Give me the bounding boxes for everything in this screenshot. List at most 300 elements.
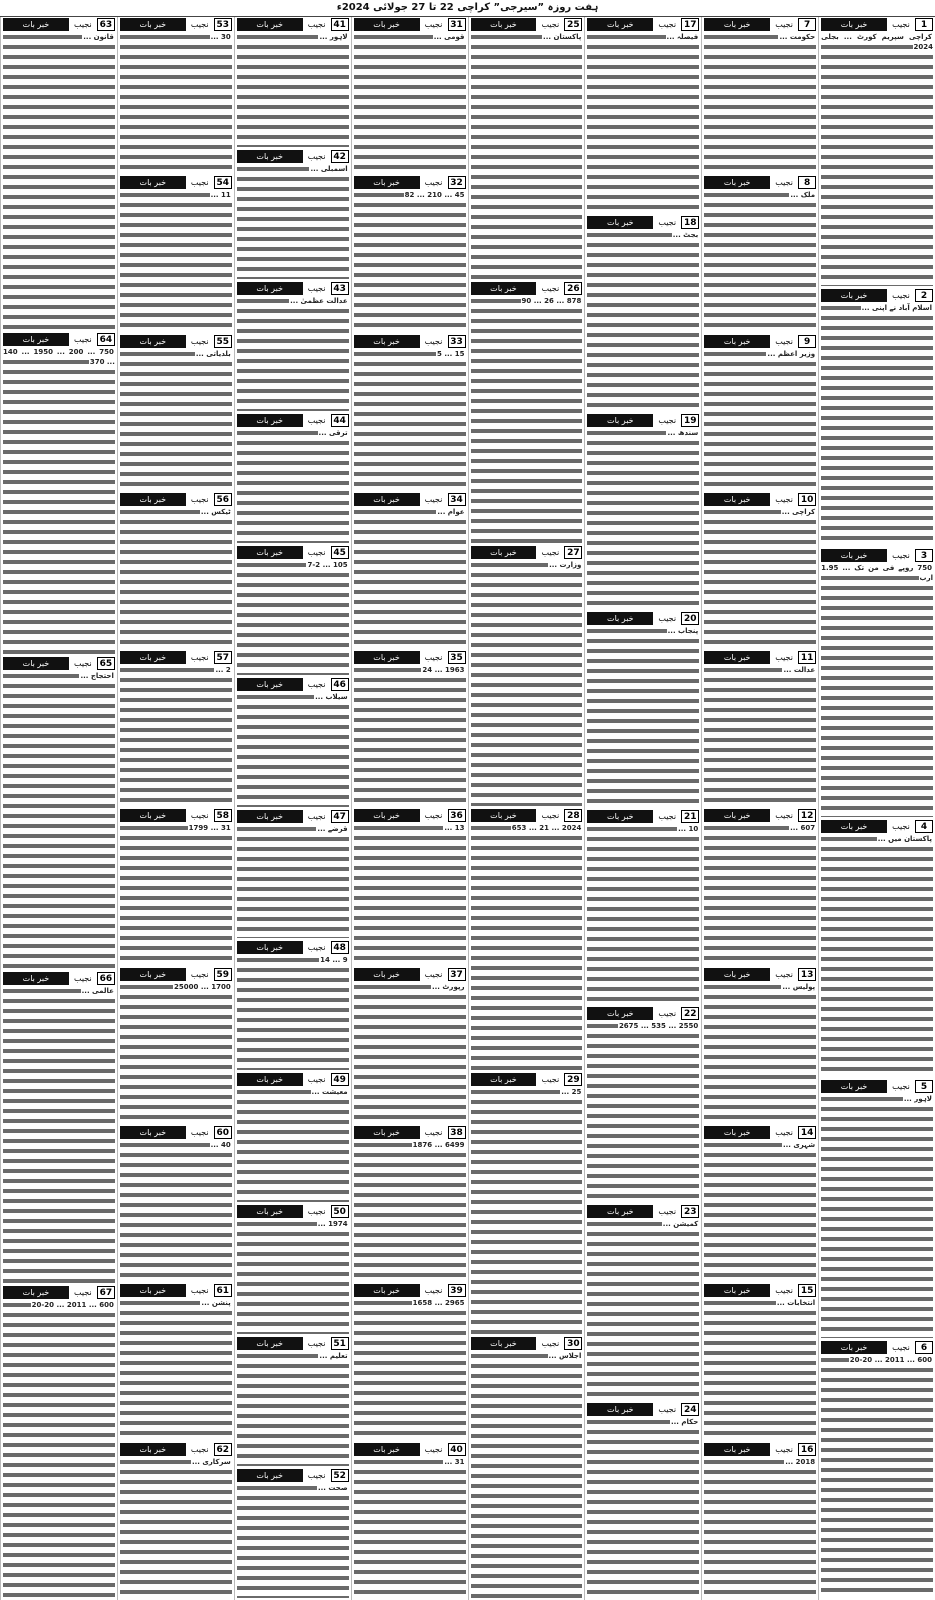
section-label: نجیب — [74, 973, 92, 983]
news-item-body — [354, 507, 466, 648]
news-item — [704, 492, 816, 648]
news-item — [120, 175, 232, 331]
news-item-body — [587, 428, 699, 609]
news-item-number: 44 — [331, 414, 349, 427]
page-header: ہفت روزہ ”سیرجی” کراچی 22 تا 27 جولائی 2024ء — [0, 0, 935, 17]
news-item-body — [471, 296, 583, 543]
section-label: نجیب — [424, 811, 443, 821]
news-item-number: 58 — [214, 809, 232, 822]
section-tag-bar: خبر بات — [354, 651, 420, 664]
news-item-body — [704, 32, 816, 173]
news-item-label — [237, 1073, 349, 1086]
news-item-body — [120, 1140, 232, 1281]
section-tag-bar: خبر بات — [237, 941, 303, 954]
section-label: نجیب — [424, 969, 443, 979]
news-item-body — [704, 1140, 816, 1281]
news-item-body — [704, 190, 816, 331]
section-label: نجیب — [892, 821, 910, 831]
section-label: نجیب — [190, 20, 209, 29]
news-item-body — [3, 1300, 115, 1598]
section-tag-bar: خبر بات — [704, 176, 770, 189]
section-label: نجیب — [190, 811, 209, 821]
news-item-label — [3, 1286, 115, 1299]
news-item-label — [704, 176, 816, 189]
news-item-number: 35 — [448, 651, 466, 664]
news-item-body — [3, 671, 115, 969]
section-tag-bar: خبر بات — [120, 1443, 186, 1456]
section-label: نجیب — [74, 20, 92, 29]
news-item-label — [821, 289, 933, 302]
news-item-label — [821, 549, 933, 562]
news-item-body — [354, 349, 466, 490]
news-item-body — [821, 834, 933, 1078]
news-item — [821, 819, 933, 1078]
news-item-snippet: حکومت ... — [779, 33, 816, 41]
news-item-body — [354, 32, 466, 173]
news-item-body — [704, 1298, 816, 1439]
news-item-snippet: قومی ... — [433, 33, 465, 41]
news-item-number: 2 — [915, 289, 933, 302]
section-tag-bar: خبر بات — [704, 968, 770, 981]
news-item-body — [237, 296, 349, 411]
news-column — [0, 17, 117, 1600]
news-item-label — [237, 678, 349, 691]
news-item-label — [237, 150, 349, 163]
news-item — [354, 334, 466, 490]
news-item — [354, 1125, 466, 1281]
news-item-number: 33 — [448, 335, 466, 348]
news-item — [587, 413, 699, 609]
news-item-number: 22 — [681, 1007, 699, 1020]
news-item-number: 20 — [681, 612, 699, 625]
section-tag-bar: خبر بات — [587, 1007, 653, 1020]
news-item-body — [354, 823, 466, 964]
section-label: نجیب — [658, 217, 677, 227]
section-label: نجیب — [658, 415, 677, 425]
news-item-label — [120, 651, 232, 664]
news-item-label — [354, 651, 466, 664]
news-item-body — [3, 986, 115, 1284]
news-item-label — [354, 968, 466, 981]
news-item-number: 46 — [331, 678, 349, 691]
section-tag-bar: خبر بات — [587, 810, 653, 823]
news-item-snippet: 105 ... 7-2 — [307, 560, 348, 569]
news-column — [818, 17, 935, 1600]
news-item-snippet: لاہور ... — [319, 33, 348, 41]
news-item-snippet: فیصلہ ... — [666, 33, 699, 41]
news-item-label — [821, 1341, 933, 1354]
news-item-number: 67 — [97, 1286, 115, 1299]
news-item — [704, 650, 816, 806]
news-item-number: 30 — [564, 1337, 582, 1350]
section-label: نجیب — [307, 943, 326, 953]
news-item — [704, 175, 816, 331]
section-label: نجیب — [307, 1207, 326, 1217]
news-item — [587, 611, 699, 807]
news-item-number: 25 — [564, 18, 582, 31]
section-label: نجیب — [775, 1444, 793, 1454]
section-tag-bar: خبر بات — [120, 493, 186, 506]
news-item — [120, 1283, 232, 1439]
news-item-label — [120, 335, 232, 348]
news-item-number: 47 — [331, 810, 349, 823]
news-item — [587, 1402, 699, 1598]
news-item-number: 39 — [448, 1284, 466, 1297]
news-item-snippet: 40 ... — [210, 1141, 231, 1150]
section-label: نجیب — [307, 20, 326, 29]
section-tag-bar: خبر بات — [120, 809, 186, 822]
news-item-number: 34 — [448, 493, 466, 506]
section-tag-bar: خبر بات — [237, 1205, 303, 1218]
news-item-body — [120, 665, 232, 806]
section-tag-bar: خبر بات — [587, 612, 653, 625]
section-label: نجیب — [775, 1286, 793, 1296]
news-item-label — [471, 1337, 583, 1350]
news-item-snippet: 25 ... — [561, 1088, 582, 1097]
news-item-body — [237, 164, 349, 279]
news-item-number: 60 — [214, 1126, 232, 1139]
news-item — [237, 17, 349, 147]
news-item — [354, 1442, 466, 1598]
columns-container — [0, 17, 935, 1600]
news-item-label — [704, 1284, 816, 1297]
news-item-body — [704, 1457, 816, 1598]
news-item-body — [471, 1087, 583, 1334]
news-item-number: 57 — [214, 651, 232, 664]
news-item-label — [120, 18, 232, 31]
news-item-number: 53 — [214, 18, 232, 31]
section-tag-bar: خبر بات — [3, 18, 69, 31]
news-item-number: 11 — [798, 651, 816, 664]
section-tag-bar: خبر بات — [3, 972, 69, 985]
news-item — [3, 1285, 115, 1598]
section-label: نجیب — [424, 336, 443, 346]
section-label: نجیب — [307, 547, 326, 557]
news-item-number: 9 — [798, 335, 816, 348]
section-tag-bar: خبر بات — [821, 18, 887, 31]
news-column — [234, 17, 351, 1600]
section-label: نجیب — [541, 20, 560, 29]
news-item-label — [237, 546, 349, 559]
news-item-label — [704, 651, 816, 664]
news-item — [354, 967, 466, 1123]
news-item-label — [587, 414, 699, 427]
news-item-number: 6 — [915, 1341, 933, 1354]
news-item-snippet: اسلام آباد نے اپنی ... — [861, 303, 932, 312]
section-label: نجیب — [658, 1009, 677, 1019]
news-item-number: 13 — [798, 968, 816, 981]
news-item — [237, 413, 349, 543]
news-item-snippet: ترقی ... — [318, 428, 348, 437]
section-tag-bar: خبر بات — [471, 809, 537, 822]
section-tag-bar: خبر بات — [704, 1443, 770, 1456]
news-item-number: 41 — [331, 18, 349, 31]
news-item-snippet: عدالت ... — [783, 666, 816, 675]
news-item-number: 12 — [798, 809, 816, 822]
news-item-label — [704, 493, 816, 506]
section-label: نجیب — [892, 1342, 910, 1352]
news-item-body — [237, 955, 349, 1070]
news-item-number: 14 — [798, 1126, 816, 1139]
news-item-body — [120, 349, 232, 490]
news-item-snippet: 1974 ... — [317, 1220, 348, 1229]
section-tag-bar: خبر بات — [354, 493, 420, 506]
news-item-label — [237, 1469, 349, 1482]
news-item-label — [237, 18, 349, 31]
section-label: نجیب — [307, 811, 326, 821]
news-item-number: 66 — [97, 972, 115, 985]
news-item-number: 65 — [97, 657, 115, 670]
section-tag-bar: خبر بات — [120, 651, 186, 664]
news-item-snippet: 878 ... 26 ... 90 — [521, 296, 582, 305]
news-item-snippet: کراچی سپریم کورٹ ... بجلی 2024 — [821, 33, 933, 51]
news-item-label — [471, 1073, 583, 1086]
news-item-snippet: عالمی ... — [81, 986, 114, 995]
news-item-snippet: 600 ... 2011 ... 20-20 — [849, 1355, 932, 1364]
news-item-label — [471, 282, 583, 295]
news-item — [237, 1072, 349, 1202]
section-label: نجیب — [424, 1444, 443, 1454]
news-item — [821, 1340, 933, 1599]
section-tag-bar: خبر بات — [120, 18, 186, 31]
news-item-label — [120, 1126, 232, 1139]
news-item — [354, 175, 466, 331]
news-item-snippet: کمیشن ... — [662, 1220, 699, 1229]
news-item — [3, 17, 115, 330]
news-item-number: 16 — [798, 1443, 816, 1456]
section-label: نجیب — [775, 178, 793, 188]
news-item-number: 54 — [214, 176, 232, 189]
news-item-snippet: شہری ... — [782, 1141, 816, 1150]
section-label: نجیب — [307, 283, 326, 293]
news-item-snippet: اجلاس ... — [548, 1352, 582, 1361]
news-item-body — [704, 349, 816, 490]
news-item-label — [354, 335, 466, 348]
news-item-label — [587, 1205, 699, 1218]
news-item-number: 36 — [448, 809, 466, 822]
news-item-snippet: 2018 ... — [785, 1457, 816, 1466]
section-label: نجیب — [424, 20, 443, 29]
news-item-snippet: پولیس ... — [782, 982, 816, 991]
section-label: نجیب — [190, 494, 209, 504]
news-item-label — [587, 1403, 699, 1416]
news-item-number: 4 — [915, 820, 933, 833]
section-tag-bar: خبر بات — [471, 1337, 537, 1350]
news-item-label — [237, 941, 349, 954]
section-tag-bar: خبر بات — [821, 1341, 887, 1354]
news-item-label — [237, 1205, 349, 1218]
news-item-body — [354, 190, 466, 331]
section-tag-bar: خبر بات — [120, 176, 186, 189]
news-item-body — [821, 563, 933, 817]
news-item-label — [120, 176, 232, 189]
news-item-body — [587, 1417, 699, 1598]
section-label: نجیب — [541, 283, 560, 293]
news-item-body — [821, 1094, 933, 1338]
news-item-snippet: 1963 ... 24 — [422, 666, 465, 675]
news-item-snippet: بلدیاتی ... — [195, 349, 231, 358]
news-item-number: 51 — [331, 1337, 349, 1350]
section-label: نجیب — [190, 969, 209, 979]
news-item — [237, 281, 349, 411]
news-item-number: 10 — [798, 493, 816, 506]
news-item — [704, 1442, 816, 1598]
section-label: نجیب — [658, 811, 677, 821]
news-item-snippet: پنجاب ... — [667, 626, 699, 635]
news-item-label — [3, 657, 115, 670]
news-column — [701, 17, 818, 1600]
section-tag-bar: خبر بات — [587, 1403, 653, 1416]
news-item — [120, 17, 232, 173]
section-tag-bar: خبر بات — [120, 335, 186, 348]
news-item-label — [354, 1443, 466, 1456]
news-item-number: 40 — [448, 1443, 466, 1456]
news-item-snippet: 13 ... — [444, 824, 465, 833]
news-item-body — [120, 982, 232, 1123]
section-tag-bar: خبر بات — [821, 1080, 887, 1093]
section-tag-bar: خبر بات — [3, 657, 69, 670]
news-item — [120, 1442, 232, 1598]
section-label: نجیب — [307, 1339, 326, 1349]
news-item-snippet: 1700 ... 25000 — [174, 982, 231, 991]
news-item — [120, 808, 232, 964]
news-item-label — [354, 176, 466, 189]
news-item — [821, 1079, 933, 1338]
news-item-body — [354, 1140, 466, 1281]
section-tag-bar: خبر بات — [704, 809, 770, 822]
news-item-label — [704, 968, 816, 981]
news-item-snippet: وزارت ... — [549, 560, 582, 569]
news-item-body — [237, 824, 349, 939]
news-item-body — [587, 230, 699, 411]
news-item-body — [237, 692, 349, 807]
section-tag-bar: خبر بات — [704, 651, 770, 664]
section-label: نجیب — [775, 494, 793, 504]
section-label: نجیب — [775, 653, 793, 663]
news-item-body — [704, 507, 816, 648]
news-item-number: 1 — [915, 18, 933, 31]
section-label: نجیب — [424, 1128, 443, 1138]
news-item-body — [354, 665, 466, 806]
news-item-label — [120, 809, 232, 822]
news-item-number: 21 — [681, 810, 699, 823]
section-tag-bar: خبر بات — [354, 968, 420, 981]
news-item-snippet: 607 ... — [790, 824, 816, 833]
news-item-body — [471, 560, 583, 807]
news-item-label — [471, 546, 583, 559]
news-item-snippet: بجٹ ... — [672, 230, 699, 239]
section-label: نجیب — [775, 336, 793, 346]
news-item — [704, 967, 816, 1123]
news-item-number: 45 — [331, 546, 349, 559]
news-item-snippet: 45 ... 210 ... 82 — [404, 191, 465, 200]
news-item-label — [471, 18, 583, 31]
news-item — [821, 17, 933, 286]
news-item-number: 28 — [564, 809, 582, 822]
section-label: نجیب — [775, 20, 793, 29]
news-item-number: 3 — [915, 549, 933, 562]
news-item-number: 49 — [331, 1073, 349, 1086]
section-label: نجیب — [541, 1075, 560, 1085]
news-item — [704, 1125, 816, 1281]
section-tag-bar: خبر بات — [237, 414, 303, 427]
news-item — [3, 656, 115, 969]
section-label: نجیب — [892, 1082, 910, 1091]
news-item-snippet: 15 ... 5 — [437, 349, 465, 358]
news-item-number: 50 — [331, 1205, 349, 1218]
news-item — [120, 967, 232, 1123]
news-item-number: 52 — [331, 1469, 349, 1482]
section-label: نجیب — [892, 551, 910, 560]
news-item-snippet: 9 ... 14 — [320, 956, 348, 965]
news-column — [584, 17, 701, 1600]
news-item-number: 63 — [97, 18, 115, 31]
news-item-label — [704, 1126, 816, 1139]
news-item — [471, 1072, 583, 1334]
news-item-number: 24 — [681, 1403, 699, 1416]
news-item — [3, 971, 115, 1284]
news-item-snippet: 11 ... — [210, 191, 231, 200]
news-item — [471, 545, 583, 807]
news-item-number: 5 — [915, 1080, 933, 1093]
news-item-number: 55 — [214, 335, 232, 348]
section-tag-bar: خبر بات — [120, 968, 186, 981]
news-item-snippet: 2024 ... 21 ... 653 — [511, 824, 582, 833]
section-tag-bar: خبر بات — [237, 1337, 303, 1350]
news-item-body — [354, 1298, 466, 1439]
section-label: نجیب — [424, 178, 443, 188]
news-item-body — [821, 1355, 933, 1599]
news-item — [354, 17, 466, 173]
news-item-number: 59 — [214, 968, 232, 981]
news-item-number: 38 — [448, 1126, 466, 1139]
news-item-snippet: وزیر اعظم ... — [767, 349, 816, 358]
news-item-label — [120, 968, 232, 981]
section-label: نجیب — [74, 1288, 92, 1298]
news-item-label — [354, 1284, 466, 1297]
section-label: نجیب — [775, 811, 793, 821]
news-item-label — [587, 216, 699, 229]
section-tag-bar: خبر بات — [354, 1284, 420, 1297]
news-item — [237, 809, 349, 939]
news-item-snippet: عدالت عظمیٰ ... — [290, 296, 348, 305]
news-item — [354, 1283, 466, 1439]
news-item-snippet: صحت ... — [317, 1484, 348, 1493]
news-item-snippet: قرضے ... — [317, 824, 348, 833]
news-item-body — [704, 982, 816, 1123]
news-item — [237, 1336, 349, 1466]
news-item-snippet: 2965 ... 1658 — [412, 1299, 465, 1308]
section-tag-bar: خبر بات — [237, 678, 303, 691]
section-label: نجیب — [74, 334, 92, 344]
section-label: نجیب — [775, 1128, 793, 1138]
news-item-body — [120, 1298, 232, 1439]
news-item-body — [354, 982, 466, 1123]
news-item-number: 8 — [798, 176, 816, 189]
news-item-body — [587, 32, 699, 213]
news-item-body — [354, 1457, 466, 1598]
news-item — [471, 808, 583, 1070]
section-tag-bar: خبر بات — [354, 176, 420, 189]
news-item-label — [354, 809, 466, 822]
news-item-label — [704, 18, 816, 31]
section-label: نجیب — [190, 178, 209, 188]
news-item — [821, 288, 933, 547]
news-item-number: 29 — [564, 1073, 582, 1086]
news-item-number: 56 — [214, 493, 232, 506]
news-item-number: 19 — [681, 414, 699, 427]
news-item-snippet: اسمبلی ... — [310, 164, 348, 173]
